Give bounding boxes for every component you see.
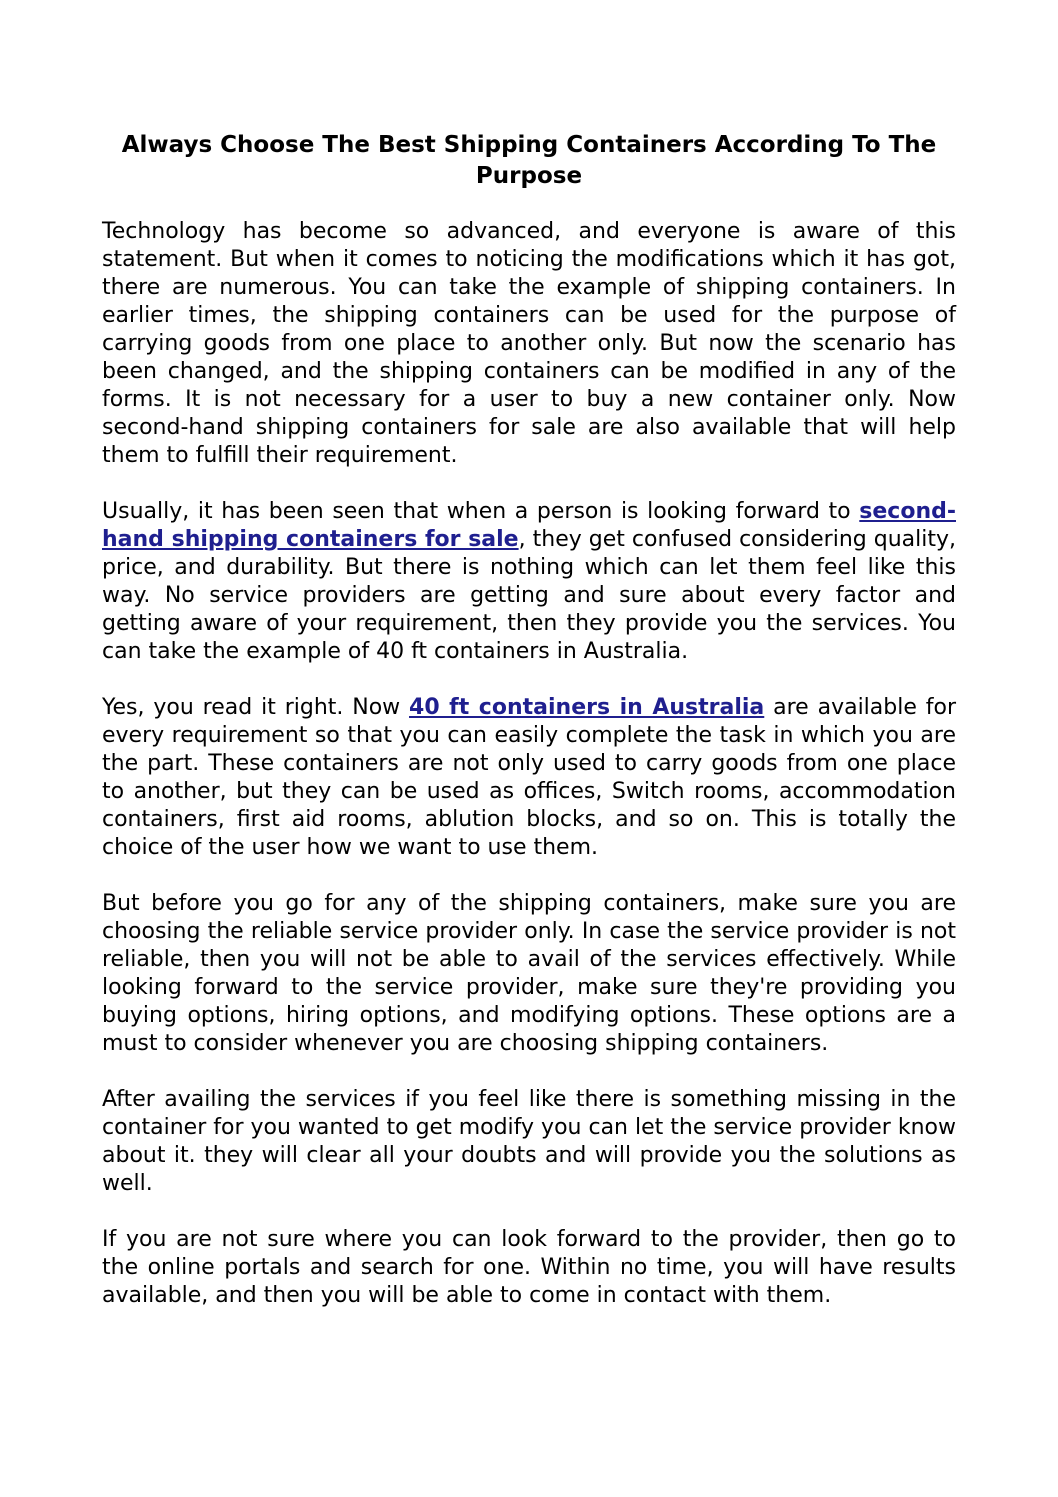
paragraph-1: Technology has become so advanced, and everyone is aware of this statement. But when it comes to noticing the modifications which it has got, there are numerous. You can take the example of shipping containers. In earlier times, the shipping containers can be used for the purpose of carrying goods from one place to another only. But now the scenario has been changed, and the shipping containers can be modified in any of the forms. It is not necessary for a user to buy a new container only. Now second-hand shipping containers for sale are also available that will help them to fulfill their requirement. [102, 219, 956, 468]
40ft-containers-link[interactable]: 40 ft containers in Australia [409, 695, 765, 720]
document-page [102, 130, 956, 1338]
paragraph-5: After availing the services if you feel like there is something missing in the container for you wanted to get modify you can let the service provider know about it. they will clear all your doubts and will provide you the solutions as well. [102, 1087, 956, 1196]
document-title: Always Choose The Best Shipping Containers According To The Purpose [121, 132, 937, 189]
paragraph-4: But before you go for any of the shipping containers, make sure you are choosing the reliable service provider only. In case the service provider is not reliable, then you will not be able to avail of the services effectively. While looking forward to the service provider, make sure they're providing you buying options, hiring options, and modifying options. These options are a must to consider whenever you are choosing shipping containers. [102, 891, 956, 1056]
paragraph-6: If you are not sure where you can look forward to the provider, then go to the online portals and search for one. Within no time, you will have results available, and then you will be able to come in contact with them. [102, 1227, 956, 1308]
paragraph-2-text-after: , they get confused considering quality, price, and durability. But there is nothing which can let them feel like this way. No service providers are getting and sure about every factor and getting aware of your requirement, then they provide you the services. You can take the example of 40 ft containers in Australia. [102, 527, 956, 664]
paragraph-3-text-after: are available for every requirement so that you can easily complete the task in which you are the part. These containers are not only used to carry goods from one place to another, but they can be used as offices, Switch rooms, accommodation containers, first aid rooms, ablution blocks, and so on. This is totally the choice of the user how we want to use them. [102, 695, 957, 860]
paragraph-2-text-before: Usually, it has been seen that when a person is looking forward to [102, 499, 860, 524]
second-hand-containers-link[interactable]: second-hand shipping containers for sale [102, 499, 956, 552]
paragraph-3-text-before: Yes, you read it right. Now [102, 695, 410, 720]
paragraph-2 [102, 498, 956, 666]
paragraph-3 [102, 694, 956, 862]
